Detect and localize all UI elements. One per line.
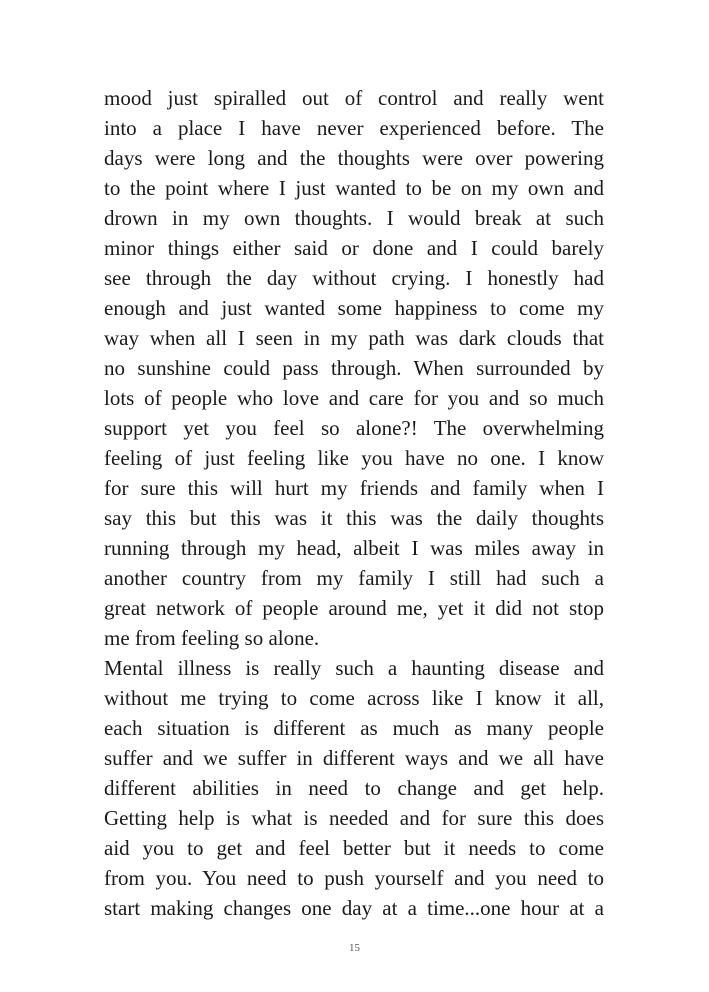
text-line: support yet you feel so alone?! The overwhelming — [104, 416, 604, 440]
text-line: no sunshine could pass through. When surrounded by — [104, 356, 604, 380]
text-line: Mental illness is really such a haunting disease and — [104, 656, 604, 680]
text-line: me from feeling so alone. — [104, 626, 320, 650]
text-line: aid you to get and feel better but it needs to come — [104, 836, 604, 860]
text-line: see through the day without crying. I honestly had — [104, 266, 604, 290]
text-line: drown in my own thoughts. I would break at such — [104, 206, 604, 230]
text-line: mood just spiralled out of control and really went — [104, 86, 604, 110]
text-line: enough and just wanted some happiness to come my — [104, 296, 604, 320]
text-line: another country from my family I still had such a — [104, 566, 604, 590]
text-line: lots of people who love and care for you and so much — [104, 386, 604, 410]
text-line: without me trying to come across like I know it all, — [104, 686, 604, 710]
text-line: running through my head, albeit I was miles away in — [104, 536, 604, 560]
text-line: each situation is different as much as many people — [104, 716, 604, 740]
text-line: into a place I have never experienced before. The — [104, 116, 604, 140]
text-line: different abilities in need to change and get help. — [104, 776, 604, 800]
text-line: to the point where I just wanted to be on my own and — [104, 176, 604, 200]
text-line: Getting help is what is needed and for sure this does — [104, 806, 604, 830]
text-line: from you. You need to push yourself and you need to — [104, 866, 604, 890]
paragraph-1 — [104, 83, 604, 653]
text-line: start making changes one day at a time...one hour at a — [104, 896, 604, 920]
text-line: for sure this will hurt my friends and family when I — [104, 476, 604, 500]
page-body — [104, 83, 604, 923]
page-number: 15 — [349, 942, 360, 954]
text-line: say this but this was it this was the daily thoughts — [104, 506, 604, 530]
text-line: feeling of just feeling like you have no one. I know — [104, 446, 604, 470]
text-line: great network of people around me, yet it did not stop — [104, 596, 604, 620]
text-line: suffer and we suffer in different ways and we all have — [104, 746, 604, 770]
text-line: way when all I seen in my path was dark clouds that — [104, 326, 604, 350]
paragraph-2 — [104, 653, 604, 923]
text-line: days were long and the thoughts were over powering — [104, 146, 604, 170]
text-line: minor things either said or done and I could barely — [104, 236, 604, 260]
